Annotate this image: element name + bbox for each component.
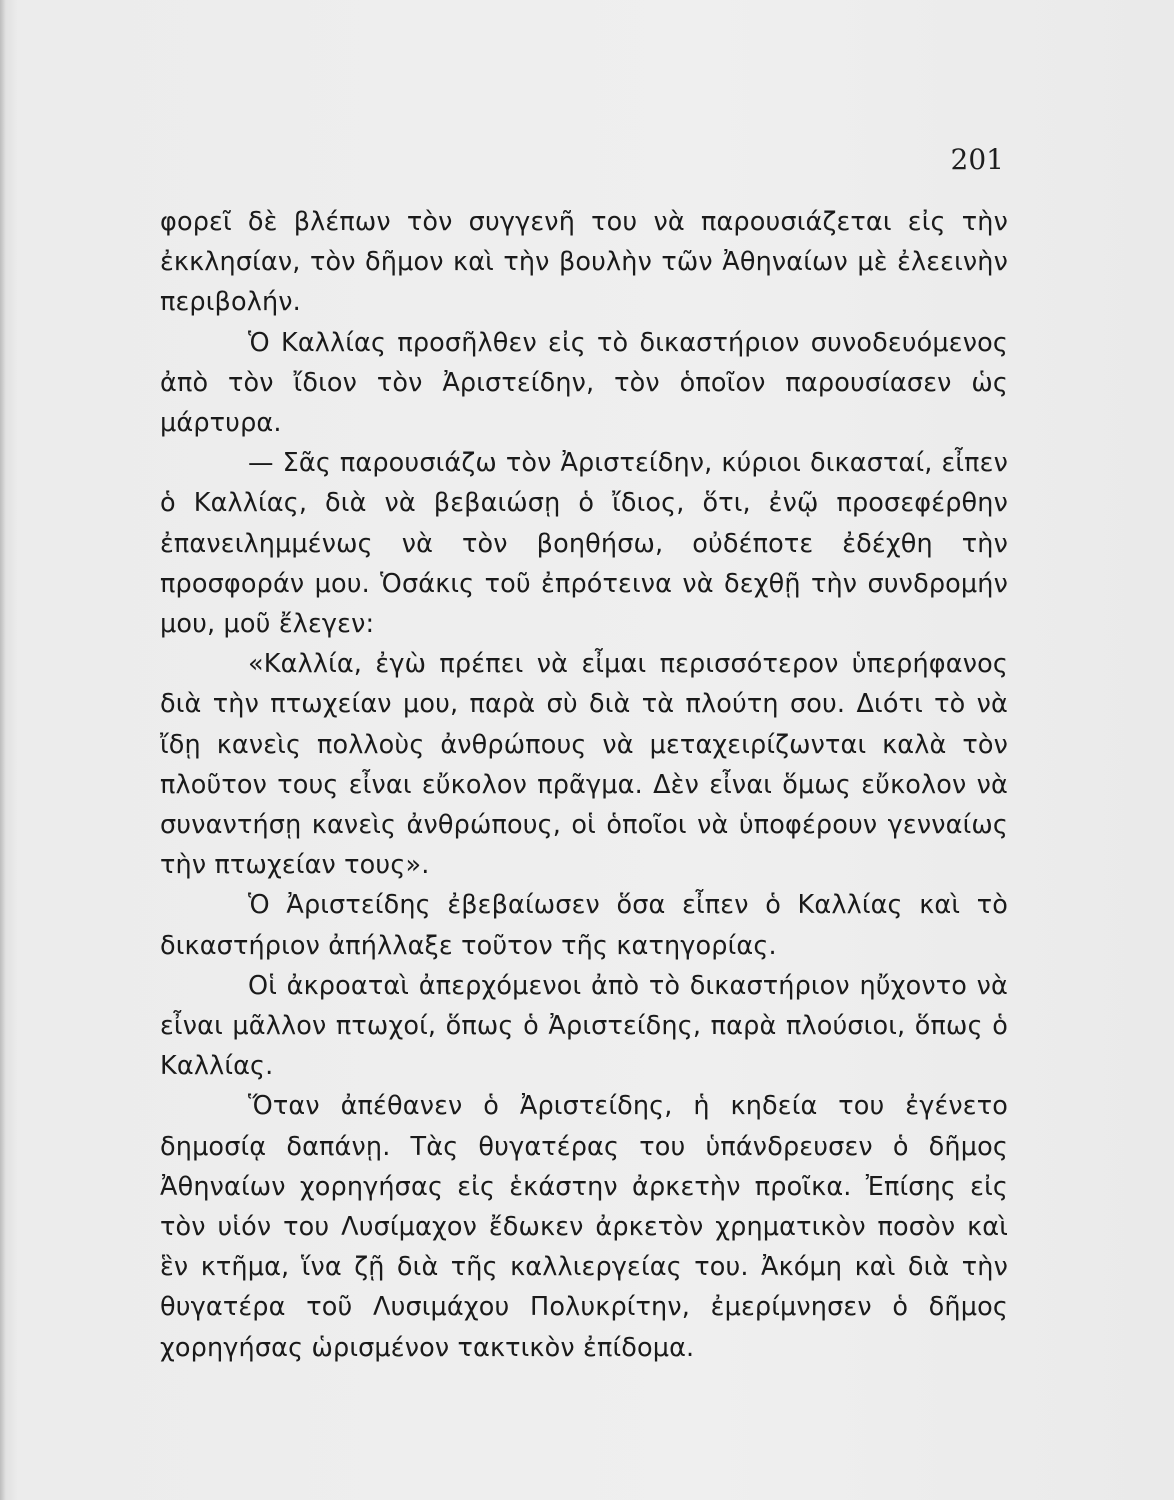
paragraph-aristides-quote: «Καλλία, ἐγὼ πρέπει νὰ εἶμαι περισσότερον ὑπερήφανος διὰ τὴν πτωχείαν μου, παρὰ σὺ διὰ τὰ πλούτη σου. Διότι τὸ νὰ ἴδῃ κανεὶς πολλοὺς ἀνθρώπους νὰ μεταχειρίζωνται καλὰ τὸν πλοῦτον τους εἶναι εὔκολον πρᾶγμα. Δὲν εἶναι ὅμως εὔκολον νὰ συναντήσῃ κανεὶς ἀνθρώπους, οἱ ὁποῖοι νὰ ὑποφέρουν γενναίως τὴν πτωχείαν τους». [160,649,1008,881]
page-binding-edge [0,0,6,1500]
paragraph-acquittal: Ὁ Ἀριστείδης ἐβεβαίωσεν ὅσα εἶπεν ὁ Καλλίας καὶ τὸ δικαστήριον ἀπήλλαξε τοῦτον τῆς κατηγορίας. [160,890,1008,961]
paragraph-aristides-death: Ὅταν ἀπέθανεν ὁ Ἀριστείδης, ἡ κηδεία του ἐγένετο δημοσίᾳ δαπάνῃ. Τὰς θυγατέρας του ὑπάνδρευσεν ὁ δῆμος Ἀθηναίων χορηγήσας εἰς ἑκάστην ἀρκετὴν προῖκα. Ἐπίσης εἰς τὸν υἱόν του Λυσίμαχον ἔδωκεν ἀρκετὸν χρηματικὸν ποσὸν καὶ ἓν κτῆμα, ἵνα ζῇ διὰ τῆς καλλιεργείας του. Ἀκόμη καὶ διὰ τὴν θυγατέρα τοῦ Λυσιμάχου Πολυκρίτην, ἐμερίμνησεν ὁ δῆμος χορηγήσας ὡρισμένον τακτικὸν ἐπίδομα. [160,1091,1008,1363]
paragraph-listeners: Οἱ ἀκροαταὶ ἀπερχόμενοι ἀπὸ τὸ δικαστήριον ηὔχοντο νὰ εἶναι μᾶλλον πτωχοί, ὅπως ὁ Ἀριστείδης, παρὰ πλούσιοι, ὅπως ὁ Καλλίας. [160,970,1008,1082]
page-number: 201 [950,143,1004,176]
paragraph-kallias-speech: — Σᾶς παρουσιάζω τὸν Ἀριστείδην, κύριοι δικασταί, εἶπεν ὁ Καλλίας, διὰ νὰ βεβαιώσῃ ὁ ἴδιος, ὅτι, ἐνῷ προσεφέρθην ἐπανειλημμένως νὰ τὸν βοηθήσω, οὐδέποτε ἐδέχθη τὴν προσφοράν μου. Ὁσάκις τοῦ ἐπρότεινα νὰ δεχθῇ τὴν συνδρομήν μου, μοῦ ἔλεγεν: [160,448,1008,640]
paragraph-continuation: φορεῖ δὲ βλέπων τὸν συγγενῆ του νὰ παρουσιάζεται εἰς τὴν ἐκκλησίαν, τὸν δῆμον καὶ τὴν βουλὴν τῶν Ἀθηναίων μὲ ἐλεεινὴν περιβολήν. [160,207,1008,318]
body-text [160,202,1008,1368]
paragraph-kallias-arrives: Ὁ Καλλίας προσῆλθεν εἰς τὸ δικαστήριον συνοδευόμενος ἀπὸ τὸν ἴδιον τὸν Ἀριστείδην, τὸν ὁποῖον παρουσίασεν ὡς μάρτυρα. [160,327,1008,439]
